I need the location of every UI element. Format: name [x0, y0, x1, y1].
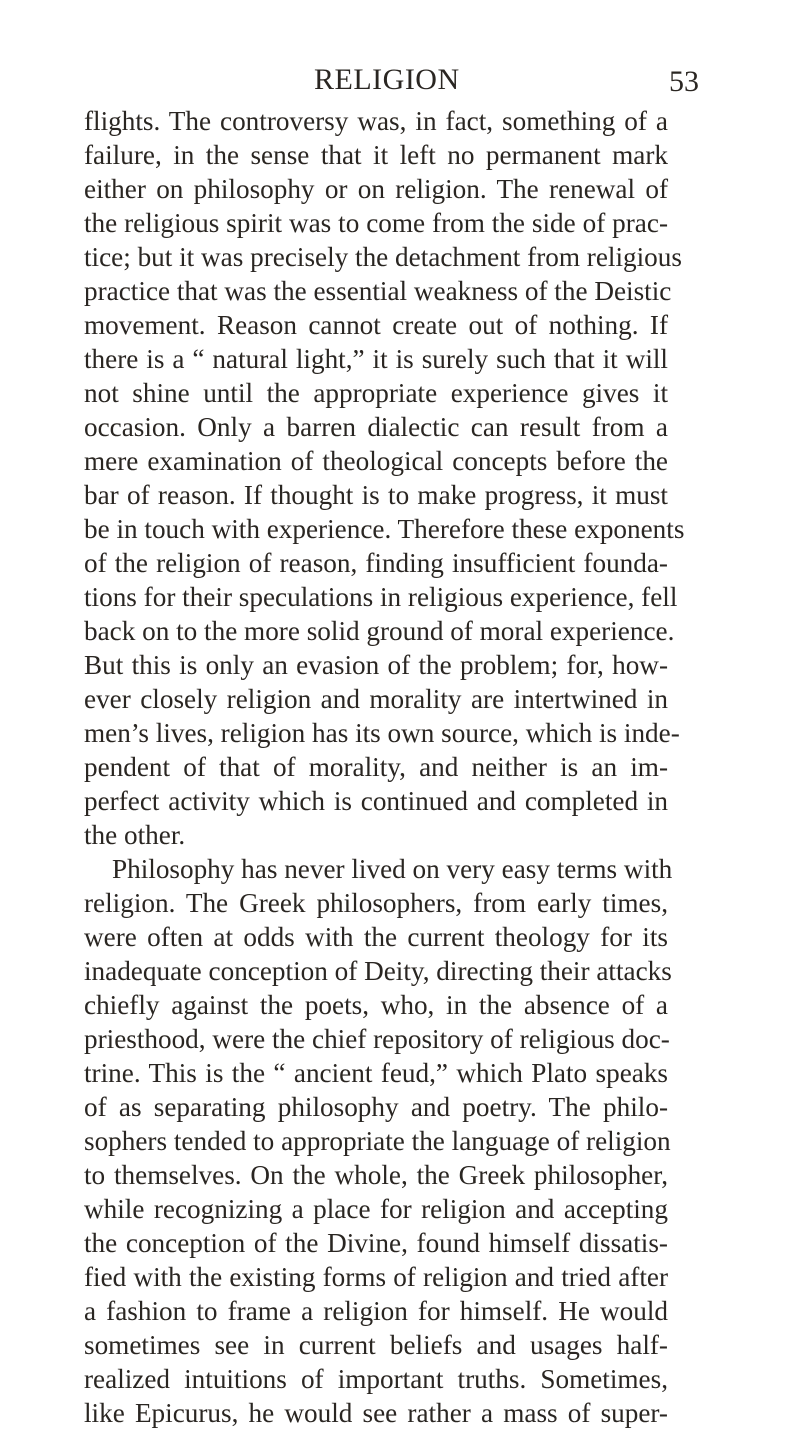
text-line: sophers tended to appropriate the language of religion [84, 1126, 671, 1156]
text-line: tions for their speculations in religious experience, fell [84, 582, 678, 612]
text-line: religion. The Greek philosophers, from early times, [84, 888, 668, 918]
text-line: back on to the more solid ground of moral experience. [84, 616, 675, 646]
text-line: be in touch with experience. Therefore these exponents [84, 514, 685, 544]
text-line: to themselves. On the whole, the Greek philosopher, [84, 1160, 668, 1190]
text-line: the other. [84, 820, 186, 850]
text-line: tice; but it was precisely the detachment from religious [84, 242, 682, 272]
text-line: there is a “ natural light,” it is surely such that it will [84, 344, 668, 374]
running-head [0, 60, 800, 100]
text-line: pendent of that of morality, and neither is an im- [84, 752, 668, 782]
text-line: realized intuitions of important truths. Sometimes, [84, 1364, 668, 1394]
text-line: failure, in the sense that it left no permanent mark [84, 140, 668, 170]
text-line: perfect activity which is continued and completed in [84, 786, 668, 816]
text-line: either on philosophy or on religion. The renewal of [84, 174, 668, 204]
text-line: of the religion of reason, finding insufficient founda- [84, 548, 668, 578]
text-line: the conception of the Divine, found himself dissatis- [84, 1228, 668, 1258]
text-line: fied with the existing forms of religion and tried after [84, 1262, 668, 1292]
text-line: ever closely religion and morality are intertwined in [84, 684, 668, 714]
text-line: a fashion to frame a religion for himself. He would [84, 1296, 668, 1326]
text-line: mere examination of theological concepts before the [84, 446, 668, 476]
text-line: practice that was the essential weakness of the Deistic [84, 276, 672, 306]
text-line: But this is only an evasion of the problem; for, how- [84, 650, 668, 680]
text-line: the religious spirit was to come from the side of prac- [84, 208, 668, 238]
text-line: trine. This is the “ ancient feud,” which Plato speaks [84, 1058, 668, 1088]
text-line: were often at odds with the current theology for its [84, 922, 668, 952]
body-text [84, 104, 685, 1430]
text-line: movement. Reason cannot create out of nothing. If [84, 310, 668, 340]
text-line: occasion. Only a barren dialectic can result from a [84, 412, 668, 442]
text-line: of as separating philosophy and poetry. The philo- [84, 1092, 668, 1122]
text-line: priesthood, were the chief repository of religious doc- [84, 1024, 670, 1054]
text-line: sometimes see in current beliefs and usages half- [84, 1330, 668, 1360]
page-number: 53 [669, 65, 699, 98]
text-line: not shine until the appropriate experience gives it [84, 378, 668, 408]
text-line: bar of reason. If thought is to make progress, it must [84, 480, 668, 510]
text-line: Philosophy has never lived on very easy terms with [112, 854, 673, 884]
text-line: men’s lives, religion has its own source, which is inde- [84, 718, 680, 748]
text-line: flights. The controversy was, in fact, something of a [84, 106, 668, 136]
text-line: inadequate conception of Deity, directing their attacks [84, 956, 672, 986]
text-line: like Epicurus, he would see rather a mass of super- [84, 1398, 668, 1428]
running-title: RELIGION [314, 63, 460, 96]
text-line: chiefly against the poets, who, in the absence of a [84, 990, 668, 1020]
text-line: while recognizing a place for religion and accepting [84, 1194, 668, 1224]
